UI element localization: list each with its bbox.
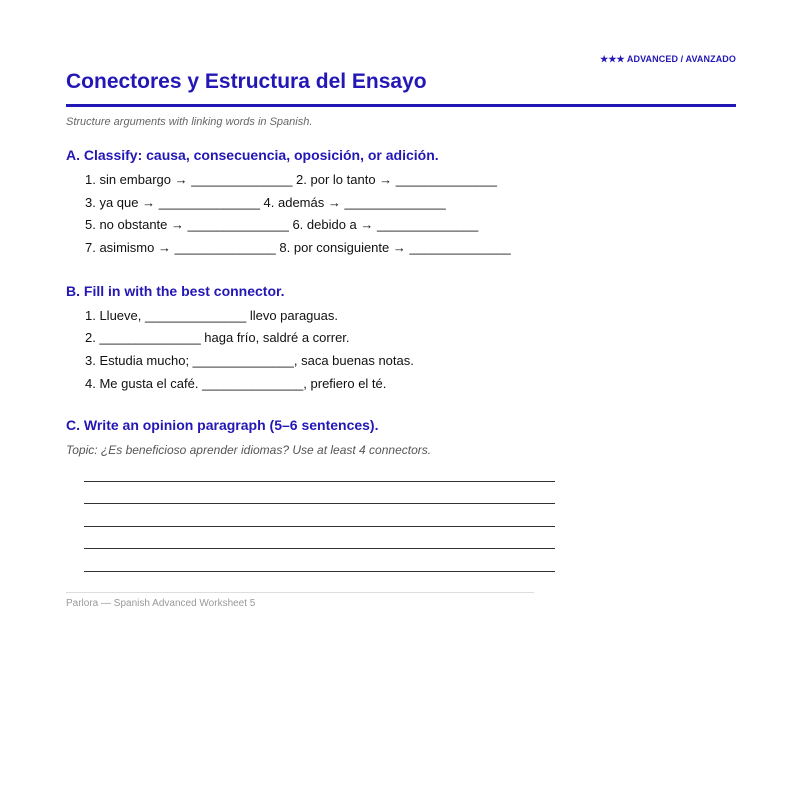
section-b-line-3: 3. Estudia mucho; ______________, saca buenas notas.: [85, 353, 414, 368]
footer-text: Parlora — Spanish Advanced Worksheet 5: [66, 598, 256, 609]
level-badge: ★★★ ADVANCED / AVANZADO: [600, 54, 736, 64]
section-c-heading: C. Write an opinion paragraph (5–6 sentences).: [66, 417, 379, 433]
section-a-line-1: 1. sin embargo → ______________ 2. por lo tanto → ______________: [85, 172, 497, 187]
section-a-line-3: 5. no obstante → ______________ 6. debido a → ______________: [85, 217, 479, 232]
title-divider: [66, 104, 736, 107]
page-subtitle: Structure arguments with linking words in Spanish.: [66, 116, 313, 128]
writing-line[interactable]: [84, 548, 555, 549]
writing-line[interactable]: [84, 571, 555, 572]
page-title: Conectores y Estructura del Ensayo: [66, 70, 427, 93]
section-b-line-4: 4. Me gusta el café. ______________, prefiero el té.: [85, 376, 387, 391]
writing-line[interactable]: [84, 503, 555, 504]
section-a-heading: A. Classify: causa, consecuencia, oposición, or adición.: [66, 147, 439, 163]
writing-line[interactable]: [84, 481, 555, 482]
writing-line[interactable]: [84, 526, 555, 527]
section-b-line-2: 2. ______________ haga frío, saldré a correr.: [85, 330, 350, 345]
section-a-line-4: 7. asimismo → ______________ 8. por consiguiente → ______________: [85, 240, 511, 255]
section-b-line-1: 1. Llueve, ______________ llevo paraguas.: [85, 308, 338, 323]
section-c-topic: Topic: ¿Es beneficioso aprender idiomas? Use at least 4 connectors.: [66, 443, 432, 457]
footer-divider: [66, 592, 534, 593]
section-b-heading: B. Fill in with the best connector.: [66, 283, 285, 299]
section-a-line-2: 3. ya que → ______________ 4. además → ______________: [85, 195, 446, 210]
